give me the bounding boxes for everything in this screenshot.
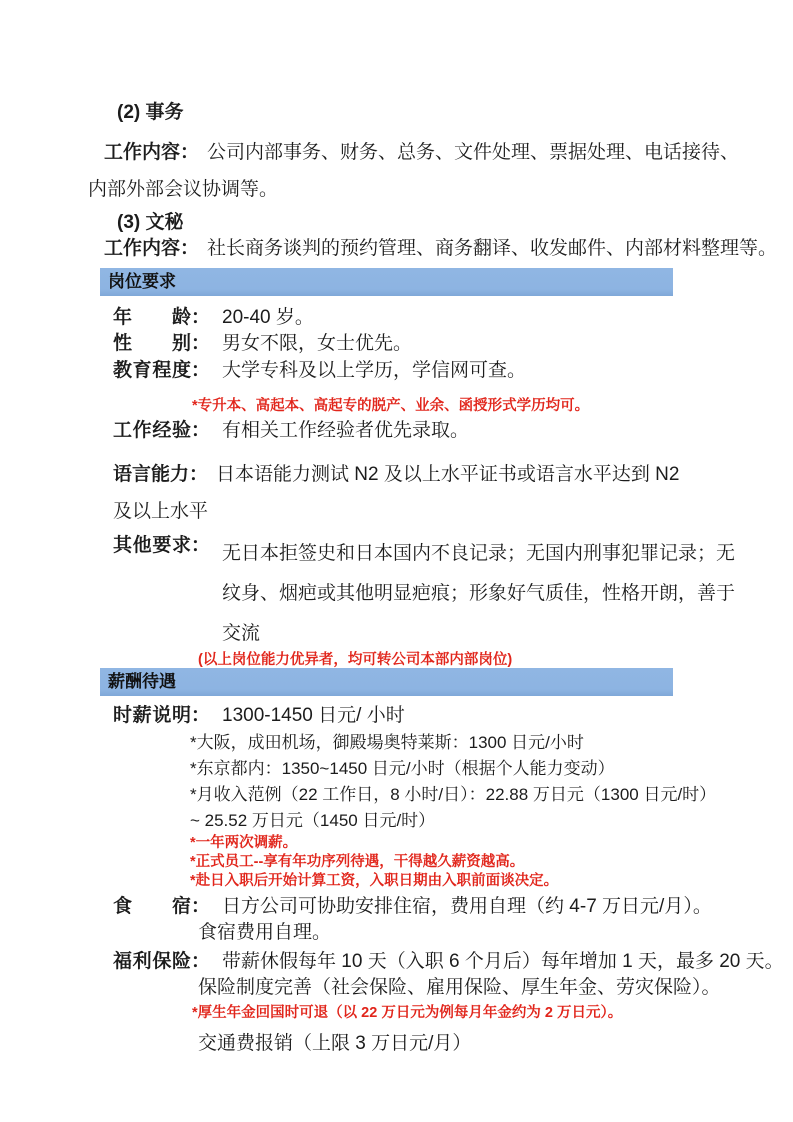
requirement-row-other [113,534,793,654]
label-colon: ： [191,333,211,354]
hourly-red-notes [190,834,793,891]
label-colon: ： [191,950,211,972]
intro-section [0,0,793,262]
duty-paragraph-2 [88,134,754,208]
label-colon: ： [191,895,211,917]
hourly-detail: *大阪，成田机场，御殿場奥特莱斯：1300 日元/小时 [190,732,584,752]
work-content-label: 工作内容 [104,142,181,163]
duty-heading-2: (2) 事务 [117,102,184,123]
red-note: *赴日入职后开始计算工资，入职日期由入职前面谈决定。 [190,872,559,889]
salary-row-board [113,895,793,919]
row-label: 教育程度 [113,360,191,381]
work-content-text: 社长商务谈判的预约管理、商务翻译、收发邮件、内部材料整理等。 [207,238,778,259]
section-header-requirements: 岗位要求 [100,268,673,296]
salary-list [0,704,793,1056]
requirement-row-education [113,359,793,383]
label-colon: ： [191,534,211,556]
row-label: 时薪说明 [113,704,191,726]
work-content-label: 工作内容 [104,238,181,259]
row-value: 男女不限，女士优先。 [222,333,413,354]
work-content-text: 公司内部事务、财务、总务、文件处理、票据处理、电话接待、内部外部会议协调等。 [88,142,740,200]
row-label: 语言能力 [113,463,190,485]
requirements-red-footnote: (以上岗位能力优异者，均可转公司本部内部岗位) [198,651,513,668]
salary-row-welfare [113,949,793,975]
label-colon: ： [180,238,200,259]
row-value: 无日本拒签史和日本国内不良记录；无国内刑事犯罪记录；无纹身、烟疤或其他明显疤痕；形象好气质佳，性格开朗，善于交流 [222,542,736,644]
label-colon: ： [191,704,211,726]
duty-heading-3: (3) 文秘 [117,212,184,233]
welfare-sub-line: 保险制度完善（社会保险、雇用保险、厚生年金、劳灾保险）。 [198,976,721,998]
red-note: *正式员工--享有年功序列待遇，干得越久薪资越高。 [190,853,525,870]
row-value: 大学专科及以上学历，学信网可查。 [222,360,527,381]
row-label: 其他要求 [113,534,191,556]
requirement-row-language [113,456,697,530]
row-value: 日本语能力测试 N2 及以上水平证书或语言水平达到 N2 及以上水平 [113,463,680,522]
row-value: 20-40 岁。 [222,307,314,328]
hourly-detail: *东京都内：1350~1450 日元/小时（根据个人能力变动） [190,758,615,778]
hourly-detail-lines [190,730,730,834]
hourly-detail: *月收入范例（22 工作日，8 小时/日）：22.88 万日元（1300 日元/时） ~ 25.52 万日元（1450 日元/时） [190,784,717,830]
label-colon: ： [180,142,200,163]
red-note: *一年两次调薪。 [190,834,298,851]
label-colon: ： [191,307,211,328]
transport-line: 交通费报销（上限 3 万日元/月） [198,1032,472,1054]
label-colon: ： [189,463,209,485]
requirement-row-gender [113,332,793,356]
education-red-note: *专升本、高起本、高起专的脱产、业余、函授形式学历均可。 [192,397,590,414]
label-colon: ： [191,419,211,441]
row-label: 性别 [113,333,191,354]
label-colon: ： [191,360,211,381]
row-label: 福利保险 [113,950,191,972]
row-label: 食宿 [113,895,191,917]
salary-row-hourly [113,704,793,728]
row-label: 工作经验 [113,419,191,441]
board-sub-line: 食宿费用自理。 [198,921,332,943]
section-header-salary: 薪酬待遇 [100,668,673,696]
row-value: 1300-1450 日元/ 小时 [222,704,405,726]
row-value: 带薪休假每年 10 天（入职 6 个月后）每年增加 1 天，最多 20 天。 [222,950,784,972]
row-label: 年龄 [113,307,191,328]
welfare-red-note: *厚生年金回国时可退（以 22 万日元为例每月年金约为 2 万日元）。 [192,1004,623,1021]
requirement-row-age [113,306,793,330]
row-value: 日方公司可协助安排住宿，费用自理（约 4-7 万日元/月）。 [222,895,712,917]
requirements-list [0,306,793,668]
requirement-row-experience [113,419,793,443]
duty-paragraph-3 [88,236,778,262]
row-value: 有相关工作经验者优先录取。 [222,419,470,441]
